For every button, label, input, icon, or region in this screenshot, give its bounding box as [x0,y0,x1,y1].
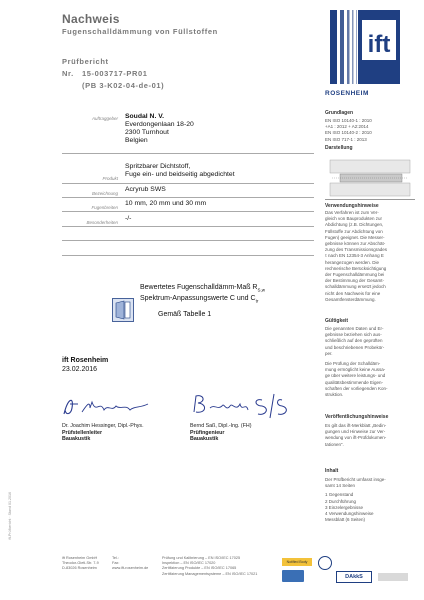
result-line2-sub: tr [255,298,259,304]
report-label: Prüfbericht [62,57,109,66]
signer-right-role: Prüfingenieur [190,429,225,436]
document-title: Nachweis [62,12,120,26]
field-divider [62,226,314,227]
result-line2: Spektrum-Anpassungswerte C und C [140,295,256,303]
result-block [140,283,265,319]
besonderheiten-label: Besonderheiten [86,220,118,225]
vertical-footer-note: ift-Prüfbericht · Stand 01.2016 [8,492,12,540]
place-org: ift Rosenheim [62,357,109,364]
partner-logo [378,573,408,581]
logo-city: ROSENHEIM [325,90,369,97]
field-divider [62,197,314,198]
bezeichnung-label: Bezeichnung [91,191,118,196]
signature-sass [190,390,300,422]
veroeffentlichung-heading: Veröffentlichungshinweise [325,414,389,420]
svg-text:ift: ift [367,31,391,58]
result-line1-sub: S,w [257,287,266,293]
veroeffentlichung-text: Es gilt das ift-Merkblatt „Bedin- gungen und Hinweise zur Ver- wendung von ift-Prüfdokumen- tationen“. [325,423,387,447]
document-subtitle: Fugenschalldämmung von Füllstoffen [62,27,218,36]
window-icon [112,298,134,322]
signer-right-name: Bernd Saß, Dipl.-Ing. (FH) [190,423,252,429]
produkt-label: Produkt [102,176,118,181]
verwendung-text: Das Verfahren ist zum Ver- gleich von Bauprodukten zur Abdichtung (z.B. Dichtungen, Füllstoffe zur Abdichtung von Fugen) geeignet. Die Messer- gebnisse können zur Abschät- zung des Transmissionsgrades τ nach EN 12354-3 Anhang E herangezogen werden. Die rechnerische Berücksichtigung der Fugenschalldämmung bei der Bestimmung der Gesamt- schalldämmung ersetzt jedoch nicht den Nachweis für eine Gesamtfensterdämmung. [325,210,388,302]
place-date [62,356,108,374]
signature-right-text [190,423,252,443]
signer-left-name: Dr. Joachim Hessinger, Dipl.-Phys. [62,423,144,429]
signer-left-dept: Bauakustik [62,436,91,442]
field-divider [62,153,314,154]
field-divider [62,255,314,256]
produkt-value: Spritzbarer Dichtstoff, Fuge ein- und beidseitig abgedichtet [125,163,235,178]
sidebar-divider [325,199,415,200]
pb-code: (PB 3-K02-04-de-01) [82,81,165,90]
auftraggeber-label: Auftraggeber [91,116,118,121]
darstellung-heading: Darstellung [325,145,353,151]
nr-label: Nr. [62,69,74,78]
fugenbreiten-value: 10 mm, 20 mm und 30 mm [125,200,207,207]
auftraggeber-value: Soudal N. V. Everdongenlaan 18-20 2300 Turnhout Belgien [125,113,194,144]
field-divider [62,211,314,212]
verwendung-heading: Verwendungshinweise [325,203,379,209]
field-divider [62,240,314,241]
issue-date: 23.02.2016 [62,366,98,373]
gueltigkeit-text: Die genannten Daten und Er- gebnisse beziehen sich aus- schließlich auf den geprüften und beschriebenen Probekör- per. Die Prüfung der Schalldäm- mung ermöglicht keine Aussa- ge über weitere leistungs- und qualitätsbestimmende Eigen- schaften der vorliegenden Kon- struktion. [325,326,388,398]
ift-logo [330,10,400,84]
grundlagen-heading: Grundlagen [325,110,354,116]
notified-body-badge: Notified Body [282,558,312,566]
bezeichnung-value: Acryrub SWS [125,186,166,193]
signer-right-dept: Bauakustik [190,436,219,442]
result-line3: Gemäß Tabelle 1 [158,310,212,318]
grundlagen-list: EN ISO 10140-1 : 2010 +A1 : 2012 + A2:2014 EN ISO 10140-2 : 2010 EN ISO 717-1 : 2013 [325,118,372,142]
inhalt-heading: Inhalt [325,468,339,474]
gueltigkeit-heading: Gültigkeit [325,318,349,324]
footer-address: ift Rosenheim GmbH Theodor-Gietl-Str. 7-9 D-83026 Rosenheim [62,556,99,571]
dakks-badge: DAkkS [336,571,372,583]
besonderheiten-value: -/- [125,215,132,222]
result-line1: Bewertetes Fugenschalldämm-Maß R [140,284,258,291]
footer-accreditations: Prüfung und Kalibrierung – EN ISO/IEC 17025 Inspektion – EN ISO/IEC 17020 Zertifizierung Produkte – EN ISO/IEC 17065 Zertifizierung Managementsysteme – EN ISO/IEC 17021 [162,556,258,576]
footer-contact: Tel.: Fax: www.ift-rosenheim.de [112,556,149,571]
fugenbreiten-label: Fugenbreiten [91,205,118,210]
report-number: 15-003717-PR01 [82,69,148,78]
report-number-block [62,56,164,92]
certification-seal-icon [282,570,304,582]
field-divider [62,183,314,184]
joint-illustration [326,158,414,198]
inhalt-list: Der Prüfbericht umfasst insge- samt 14 Seiten 1 Gegenstand 2 Durchführung 3 Einzelergebnisse 4 Verwendungshinweise Messblatt (6 Seiten) [325,477,386,523]
signer-left-role: Prüfstellenleiter [62,429,103,436]
accreditation-seal-icon [318,556,332,570]
signature-left-text [62,423,144,443]
signature-hessinger [60,392,155,422]
